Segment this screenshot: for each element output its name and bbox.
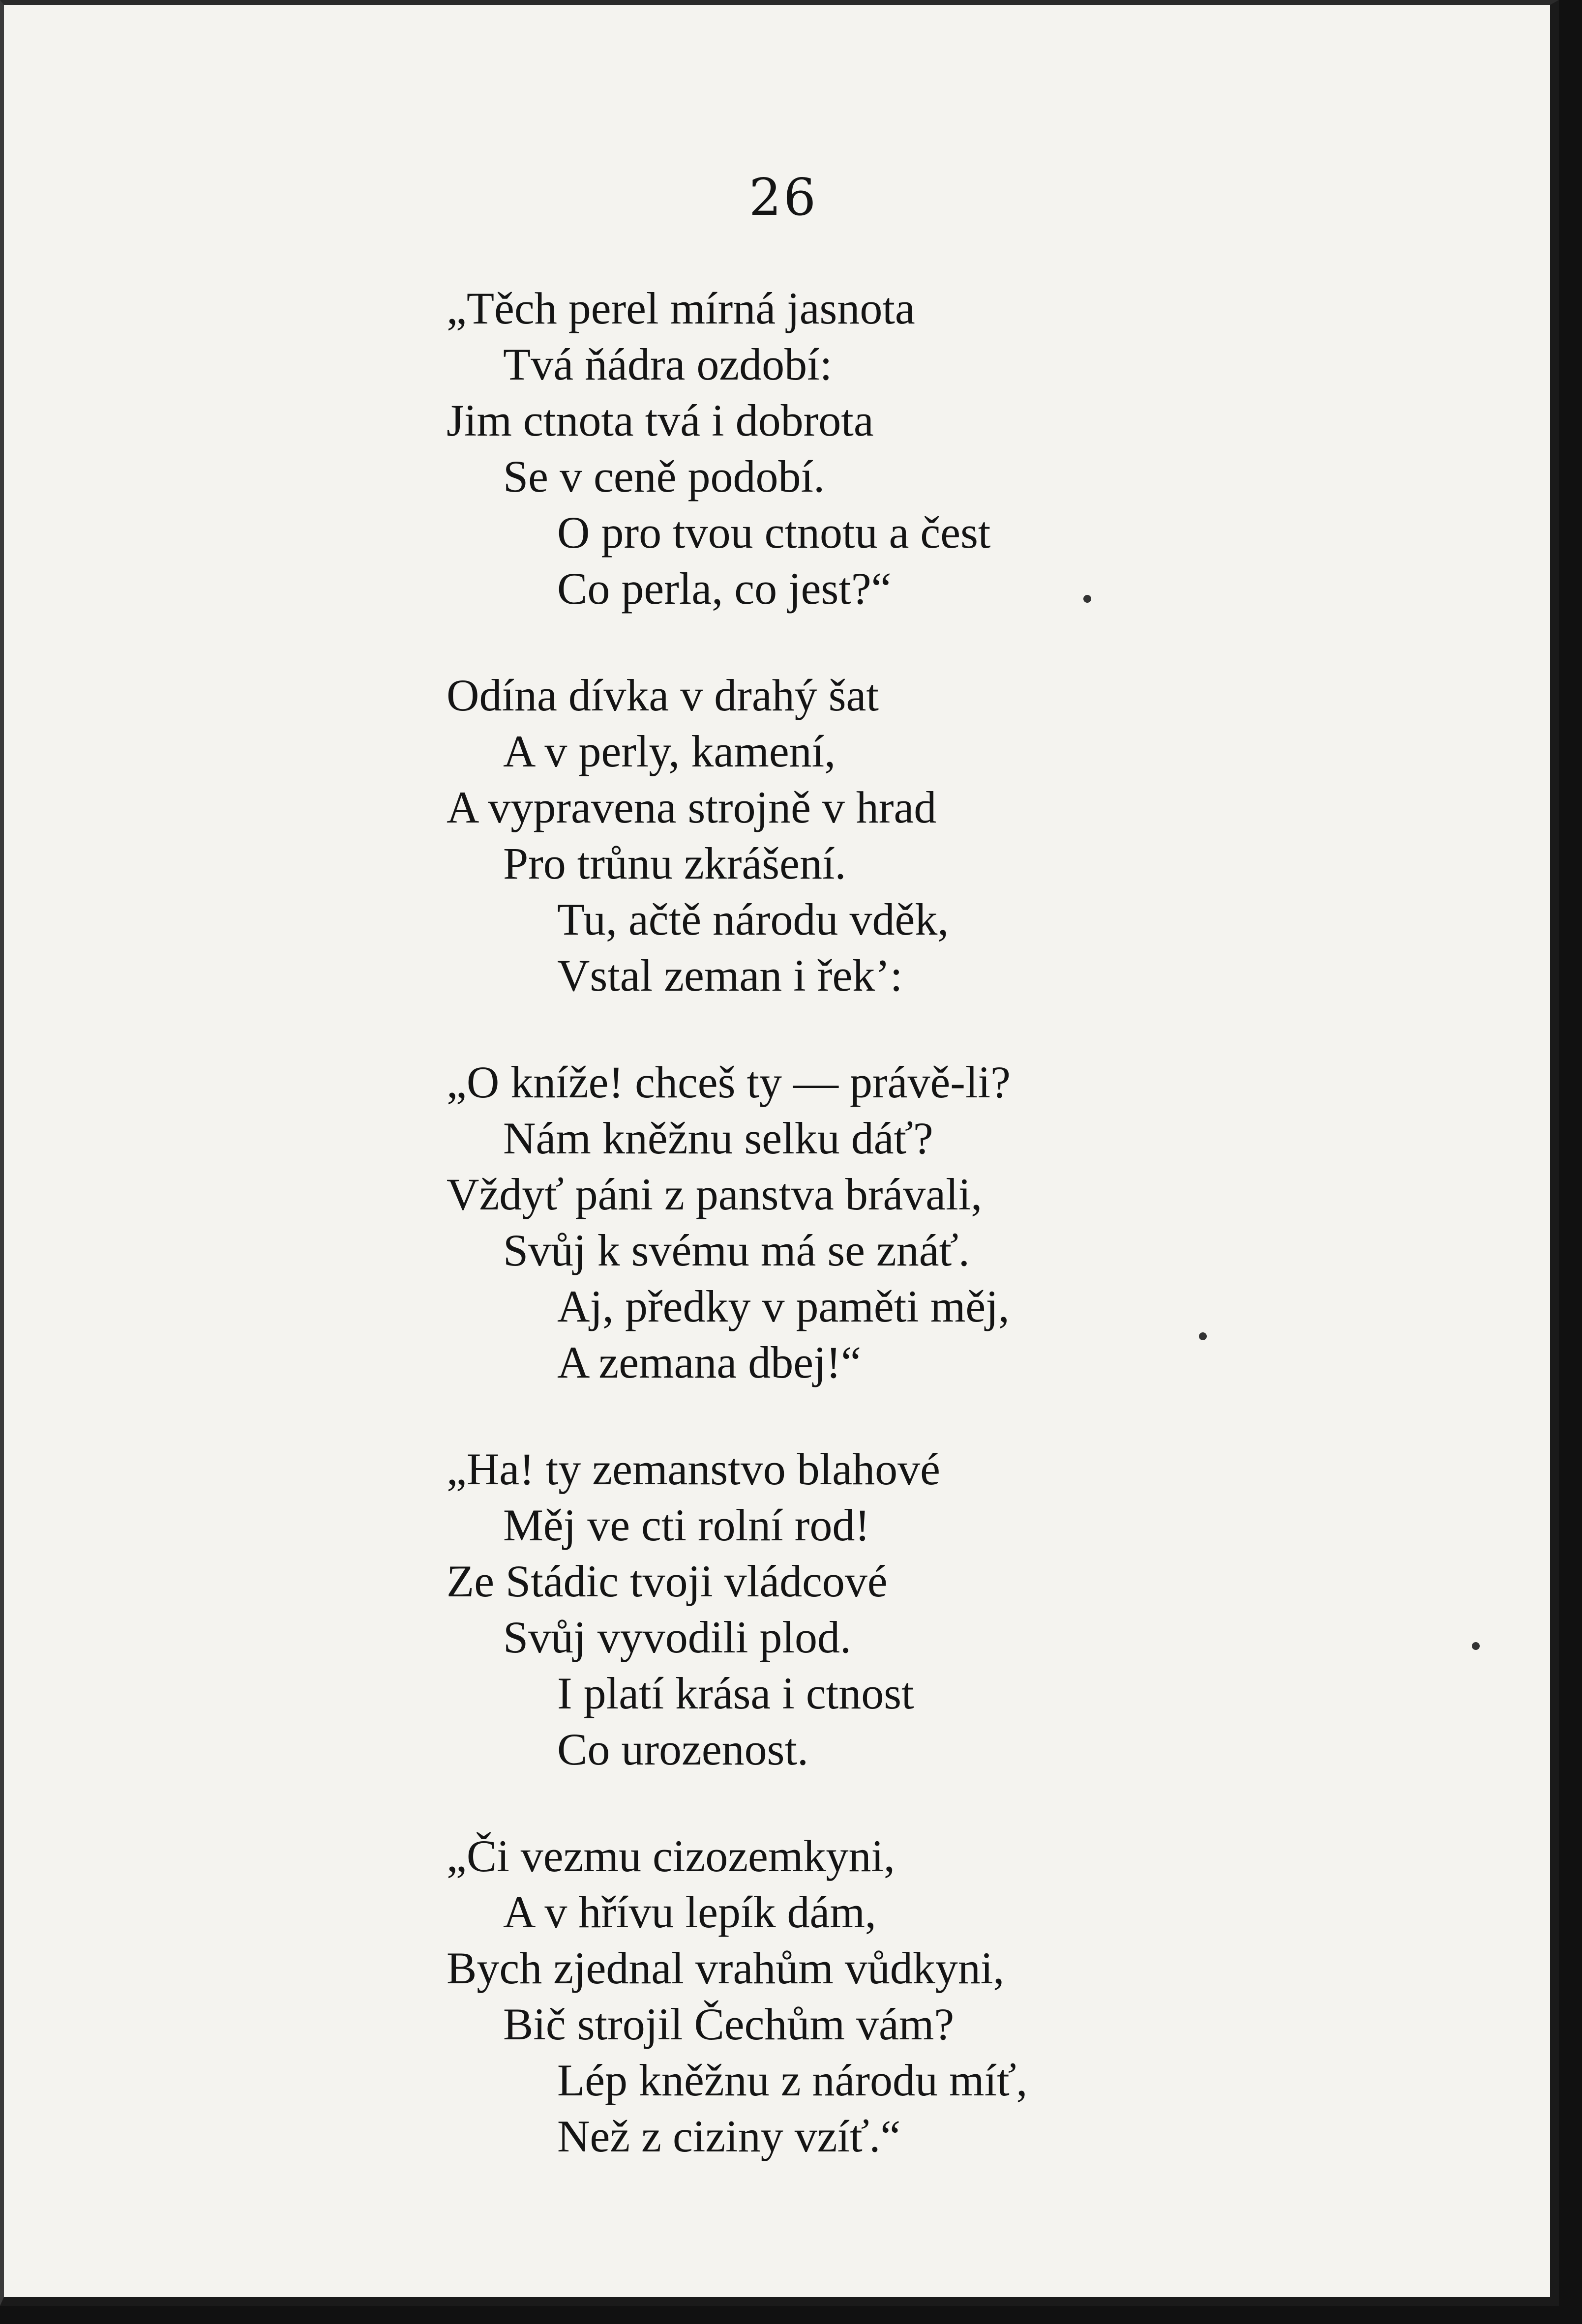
ink-speck <box>1199 1332 1207 1340</box>
poem-line: Co perla, co jest?“ <box>557 563 892 614</box>
poem-line: Nám kněžnu selku dáť? <box>503 1113 933 1163</box>
poem-line: Svůj vyvodili plod. <box>503 1612 851 1662</box>
poem-line: Tu, ačtě národu vděk, <box>557 894 949 944</box>
poem-line: Měj ve cti rolní rod! <box>503 1500 870 1550</box>
poem-line: A v hřívu lepík dám, <box>503 1887 876 1937</box>
poem-line: Bič strojil Čechům vám? <box>503 1999 955 2049</box>
poem-line: Svůj k svému má se znáť. <box>503 1225 970 1275</box>
stanza <box>447 1828 1430 2164</box>
stanza <box>447 1441 1430 1777</box>
page-number: 26 <box>748 167 818 227</box>
poem-line: Se v ceně podobí. <box>503 451 825 501</box>
stanza <box>447 667 1430 1003</box>
poem-line: Jim ctnota tvá i dobrota <box>447 395 874 445</box>
ink-speck <box>1083 595 1091 603</box>
poem-line: Ze Stádic tvoji vládcové <box>447 1556 888 1606</box>
poem-line: I platí krása i ctnost <box>557 1668 914 1718</box>
poem-line: A v perly, kamení, <box>503 726 836 776</box>
poem-line: Vždyť páni z panstva brávali, <box>447 1169 983 1219</box>
poem-line: „Ha! ty zemanstvo blahové <box>447 1444 940 1494</box>
poem-line: Odína dívka v drahý šat <box>447 670 879 720</box>
ink-speck <box>1472 1642 1480 1650</box>
poem-line: Tvá ňádra ozdobí: <box>503 339 833 389</box>
poem-line: Aj, předky v paměti měj, <box>557 1281 1010 1331</box>
poem-line: Co urozenost. <box>557 1724 809 1774</box>
poem-line: A zemana dbej!“ <box>557 1337 862 1387</box>
poem-line: Pro trůnu zkrášení. <box>503 838 846 888</box>
poem-line: „Či vezmu cizozemkyni, <box>447 1831 895 1881</box>
stanza <box>447 1054 1430 1390</box>
poem-line: Než z ciziny vzíť.“ <box>557 2111 901 2161</box>
poem-line: O pro tvou ctnotu a čest <box>557 507 991 558</box>
poem-line: Lép kněžnu z národu míť, <box>557 2055 1028 2105</box>
poem-line: A vypravena strojně v hrad <box>447 782 937 832</box>
poem-line: „O kníže! chceš ty — právě-li? <box>447 1057 1011 1107</box>
poem <box>447 280 1430 2215</box>
poem-line: Vstal zeman i řek’: <box>557 950 903 1000</box>
poem-line: „Těch perel mírná jasnota <box>447 283 915 333</box>
poem-line: Bych zjednal vrahům vůdkyni, <box>447 1943 1005 1993</box>
stanza <box>447 280 1430 617</box>
